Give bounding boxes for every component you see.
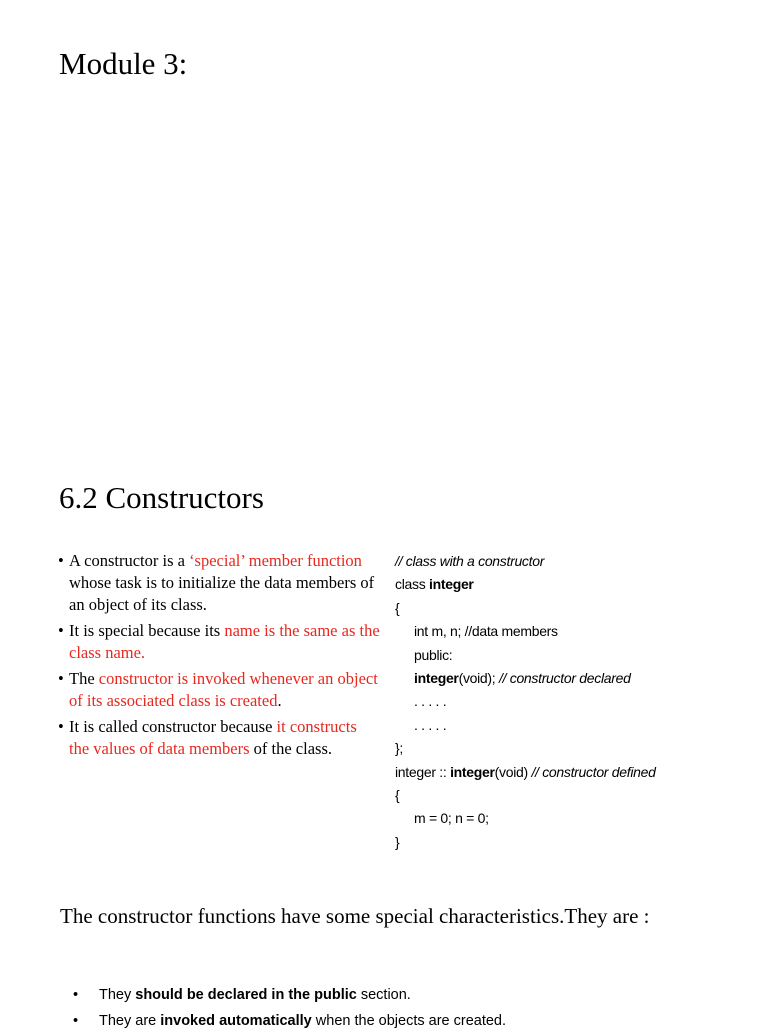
code-line	[395, 550, 755, 573]
code-line	[395, 831, 755, 854]
item-emphasis: should be declared in the public	[135, 987, 357, 1003]
code-scope: integer ::	[395, 763, 451, 780]
code-ctor-name: integer	[450, 763, 495, 780]
code-brace: {	[395, 786, 400, 803]
code-line	[395, 784, 755, 807]
bullet-item	[58, 668, 380, 712]
code-ellipsis: . . . . .	[414, 693, 447, 710]
code-body: m = 0; n = 0;	[414, 810, 489, 827]
bullet-text: whose task is to initialize the data members of an object of its class.	[69, 573, 375, 614]
code-line	[395, 690, 755, 713]
bullet-item	[58, 550, 380, 616]
code-line	[395, 573, 755, 596]
code-ctor-args: (void)	[494, 763, 532, 780]
code-line	[395, 620, 755, 643]
code-brace: };	[395, 740, 403, 757]
module-title: Module 3:	[59, 46, 188, 81]
code-line	[395, 761, 755, 784]
item-text: They are	[99, 1013, 161, 1029]
constructor-bullet-list	[58, 550, 380, 764]
bullet-text: of the class.	[249, 739, 333, 758]
code-line	[395, 597, 755, 620]
code-class-name: integer	[429, 576, 474, 593]
bullet-text: The	[69, 669, 99, 688]
code-comment: // constructor defined	[531, 763, 656, 780]
code-comment: // constructor declared	[498, 669, 631, 686]
bullet-highlight: it constructs the values of data members	[69, 717, 357, 758]
code-brace: }	[395, 833, 400, 850]
bullet-item	[58, 620, 380, 664]
code-line	[395, 714, 755, 737]
item-text: when the objects are created.	[311, 1013, 507, 1029]
code-members: int m, n; //data members	[414, 623, 558, 640]
bullet-text: .	[277, 691, 282, 710]
item-emphasis: invoked automatically	[160, 1013, 312, 1029]
characteristics-intro: The constructor functions have some special characteristics.They are :	[60, 904, 650, 928]
item-text: They	[99, 987, 136, 1003]
code-line	[395, 644, 755, 667]
code-ellipsis: . . . . .	[414, 716, 447, 733]
code-keyword: class	[395, 576, 429, 593]
bullet-item	[58, 716, 380, 760]
bullet-text: It is called constructor because	[69, 717, 277, 736]
list-item	[73, 1008, 506, 1034]
characteristics-list	[73, 982, 506, 1034]
code-comment: // class with a constructor	[395, 553, 545, 569]
code-brace: {	[395, 599, 400, 616]
code-line	[395, 667, 755, 690]
list-item	[73, 982, 506, 1008]
code-line	[395, 807, 755, 830]
section-title: 6.2 Constructors	[59, 480, 264, 515]
bullet-text: A constructor is a	[69, 551, 190, 570]
bullet-text: It is special because its	[69, 621, 225, 640]
code-ctor-args: (void);	[458, 669, 499, 686]
bullet-highlight: name is the same as the class name.	[69, 621, 380, 662]
code-line	[395, 737, 755, 760]
code-ctor-name: integer	[414, 669, 459, 686]
item-text: section.	[356, 987, 411, 1003]
bullet-highlight: constructor is invoked whenever an object of its associated class is created	[69, 669, 378, 710]
code-sample	[395, 550, 755, 854]
code-access-specifier: public:	[414, 646, 453, 663]
bullet-highlight: ‘special’ member function	[189, 551, 362, 570]
